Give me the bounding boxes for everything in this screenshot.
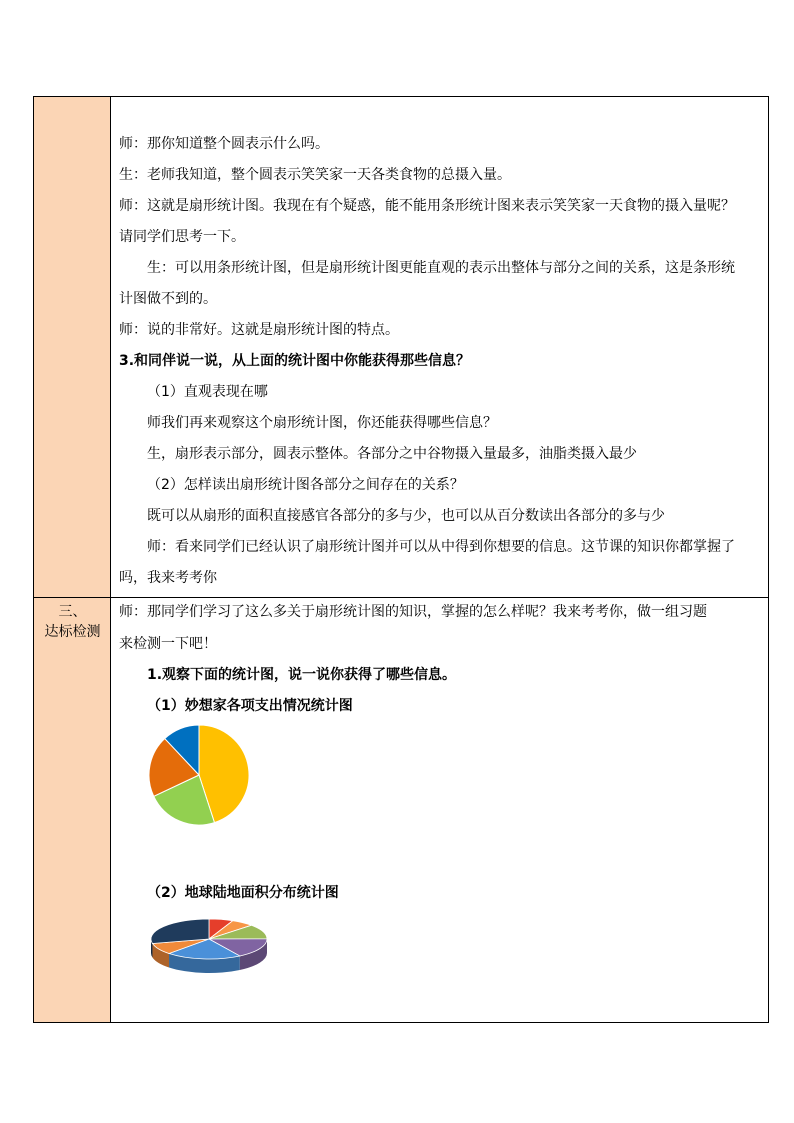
intro-line: 来检测一下吧！ (119, 636, 217, 652)
section-label-column (34, 97, 111, 1022)
question-heading: 3.和同伴说一说，从上面的统计图中你能获得那些信息？ (119, 353, 471, 369)
expense-pie-chart (149, 725, 259, 835)
sub-question: （1）直观表现在哪 (147, 384, 268, 400)
sub-question: （2）怎样读出扇形统计图各部分之间存在的关系？ (147, 477, 464, 493)
dialogue-line: 生：可以用条形统计图，但是扇形统计图更能直观的表示出整体与部分之间的关系，这是条形统 (147, 260, 735, 276)
intro-line: 师：那同学们学习了这么多关于扇形统计图的知识，掌握的怎么样呢？我来考考你，做一组习题 (119, 604, 707, 620)
dialogue-line: 既可以从扇形的面积直接感官各部分的多与少，也可以从百分数读出各部分的多与少 (147, 508, 665, 524)
dialogue-line: 生，扇形表示部分，圆表示整体。各部分之中谷物摄入量最多，油脂类摄入最少 (147, 446, 637, 462)
chart-caption: （1）妙想家各项支出情况统计图 (147, 698, 353, 714)
lesson-table (33, 96, 769, 1023)
dialogue-line: 师：这就是扇形统计图。我现在有个疑惑，能不能用条形统计图来表示笑笑家一天食物的摄入量呢？ (119, 198, 735, 214)
section-number: 三、 (58, 604, 87, 620)
section-title: 达标检测 (44, 624, 101, 640)
row-divider (34, 597, 768, 598)
dialogue-line: 吗，我来考考你 (119, 570, 217, 586)
dialogue-line: 请同学们思考一下。 (119, 229, 245, 245)
dialogue-line: 师：说的非常好。这就是扇形统计图的特点。 (119, 322, 399, 338)
dialogue-line: 计图做不到的。 (119, 291, 217, 307)
dialogue-line: 师我们再来观察这个扇形统计图，你还能获得哪些信息？ (147, 415, 497, 431)
dialogue-line: 师：那你知道整个圆表示什么吗。 (119, 136, 329, 152)
question-heading: 1.观察下面的统计图，说一说你获得了哪些信息。 (147, 667, 457, 683)
pie-slice (151, 919, 209, 943)
chart-caption: （2）地球陆地面积分布统计图 (147, 885, 339, 901)
dialogue-line: 师：看来同学们已经认识了扇形统计图并可以从中得到你想要的信息。这节课的知识你都掌握了 (147, 539, 735, 555)
land-area-3d-pie-chart (149, 913, 279, 985)
dialogue-line: 生：老师我知道，整个圆表示笑笑家一天各类食物的总摄入量。 (119, 167, 511, 183)
